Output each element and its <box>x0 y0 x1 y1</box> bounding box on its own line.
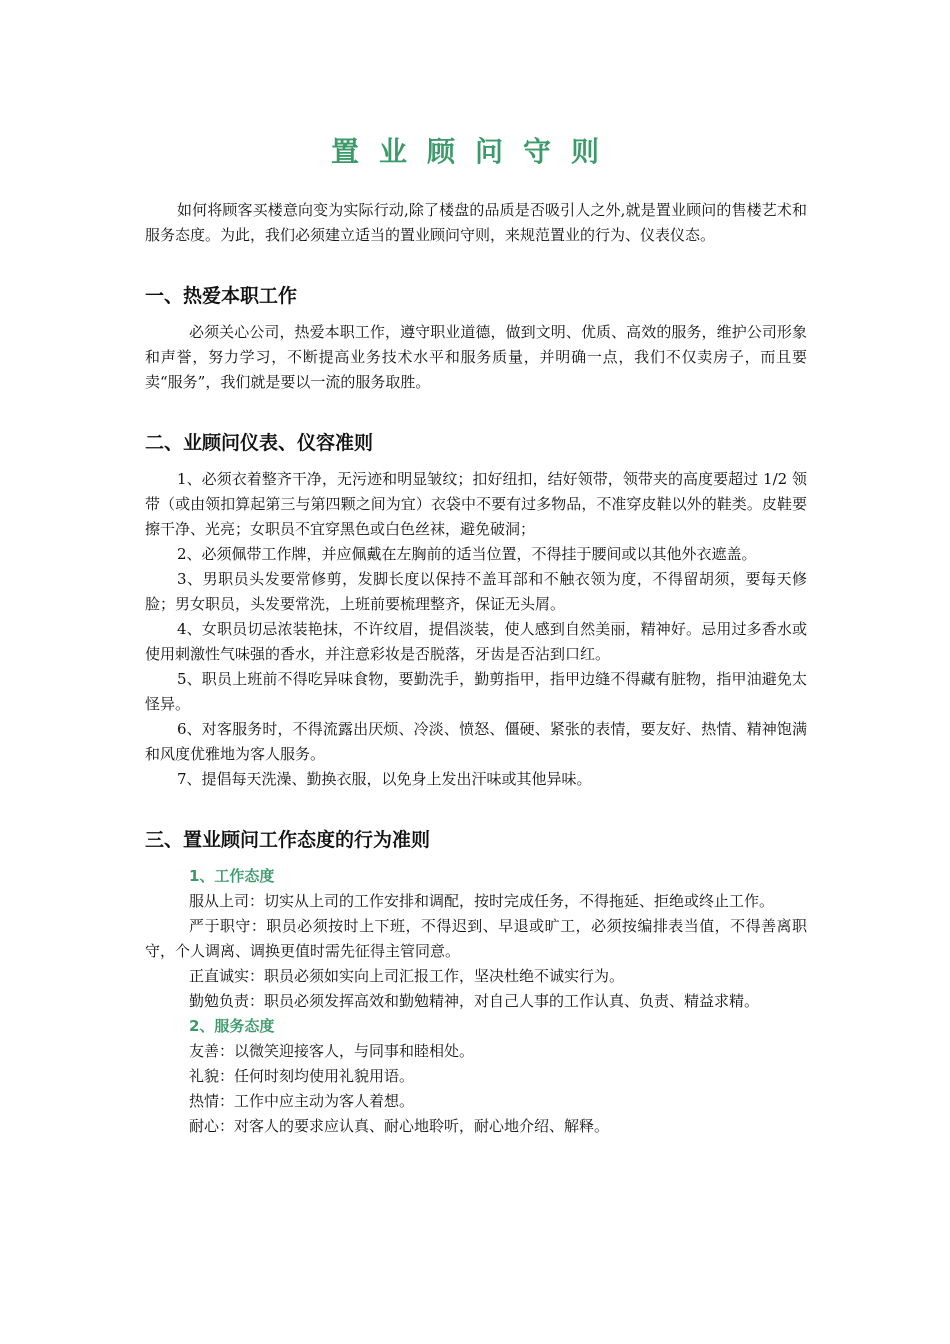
paragraph: 友善：以微笑迎接客人，与同事和睦相处。 <box>189 1042 475 1060</box>
list-item: 6、对客服务时，不得流露出厌烦、冷淡、愤怒、僵硬、紧张的表情，要友好、热情、精神饱满和风度优雅地为客人服务。 <box>145 720 807 763</box>
document-body <box>145 198 807 1139</box>
list-item: 2、必须佩带工作牌，并应佩戴在左胸前的适当位置，不得挂于腰间或以其他外衣遮盖。 <box>177 545 757 563</box>
paragraph: 必须关心公司，热爱本职工作，遵守职业道德，做到文明、优质、高效的服务，维护公司形象和声誉，努力学习，不断提高业务技术水平和服务质量，并明确一点，我们不仅卖房子，而且要卖“服务”，我们就是要以一流的服务取胜。 <box>145 323 807 391</box>
list-item: 3、男职员头发要常修剪，发脚长度以保持不盖耳部和不触衣领为度，不得留胡须，要每天修脸；男女职员，头发要常洗，上班前要梳理整齐，保证无头屑。 <box>145 570 807 613</box>
paragraph: 热情：工作中应主动为客人着想。 <box>189 1092 415 1110</box>
subsection-title: 1、工作态度 <box>189 867 275 885</box>
paragraph: 严于职守：职员必须按时上下班，不得迟到、早退或旷工，必须按编排表当值，不得善离职守，个人调离、调换更值时需先征得主管同意。 <box>145 917 807 960</box>
list-item: 4、女职员切忌浓装艳抹，不许纹眉，提倡淡装，使人感到自然美丽，精神好。忌用过多香水或使用刺激性气味强的香水，并注意彩妆是否脱落，牙齿是否沾到口红。 <box>145 620 807 663</box>
list-item: 1、必须衣着整齐干净，无污迹和明显皱纹；扣好纽扣，结好领带，领带夹的高度要超过 1/2 领带（或由领扣算起第三与第四颗之间为宜）衣袋中不要有过多物品，不准穿皮鞋以外的鞋类。皮鞋要擦干净、光亮；女职员不宜穿黑色或白色丝袜，避免破洞； <box>145 470 807 538</box>
paragraph: 耐心：对客人的要求应认真、耐心地聆听，耐心地介绍、解释。 <box>189 1117 610 1135</box>
subsection-title: 2、服务态度 <box>189 1017 275 1035</box>
paragraph: 礼貌：任何时刻均使用礼貌用语。 <box>189 1067 415 1085</box>
section-heading: 三、置业顾问工作态度的行为准则 <box>145 829 431 851</box>
page-title: 置业顾问守则 <box>330 135 619 168</box>
paragraph: 服从上司：切实从上司的工作安排和调配，按时完成任务，不得拖延、拒绝或终止工作。 <box>189 892 775 910</box>
paragraph: 勤勉负责：职员必须发挥高效和勤勉精神，对自己人事的工作认真、负责、精益求精。 <box>189 992 760 1010</box>
section-heading: 一、热爱本职工作 <box>145 285 298 307</box>
intro-paragraph: 如何将顾客买楼意向变为实际行动,除了楼盘的品质是否吸引人之外,就是置业顾问的售楼艺术和服务态度。为此，我们必须建立适当的置业顾问守则，来规范置业的行为、仪表仪态。 <box>145 201 807 244</box>
list-item: 5、职员上班前不得吃异味食物，要勤洗手，勤剪指甲，指甲边缝不得藏有脏物，指甲油避免太怪异。 <box>145 670 807 713</box>
section-heading: 二、业顾问仪表、仪容准则 <box>145 432 374 454</box>
paragraph: 正直诚实：职员必须如实向上司汇报工作，坚决杜绝不诚实行为。 <box>189 967 625 985</box>
list-item: 7、提倡每天洗澡、勤换衣服，以免身上发出汗味或其他异味。 <box>177 770 592 788</box>
